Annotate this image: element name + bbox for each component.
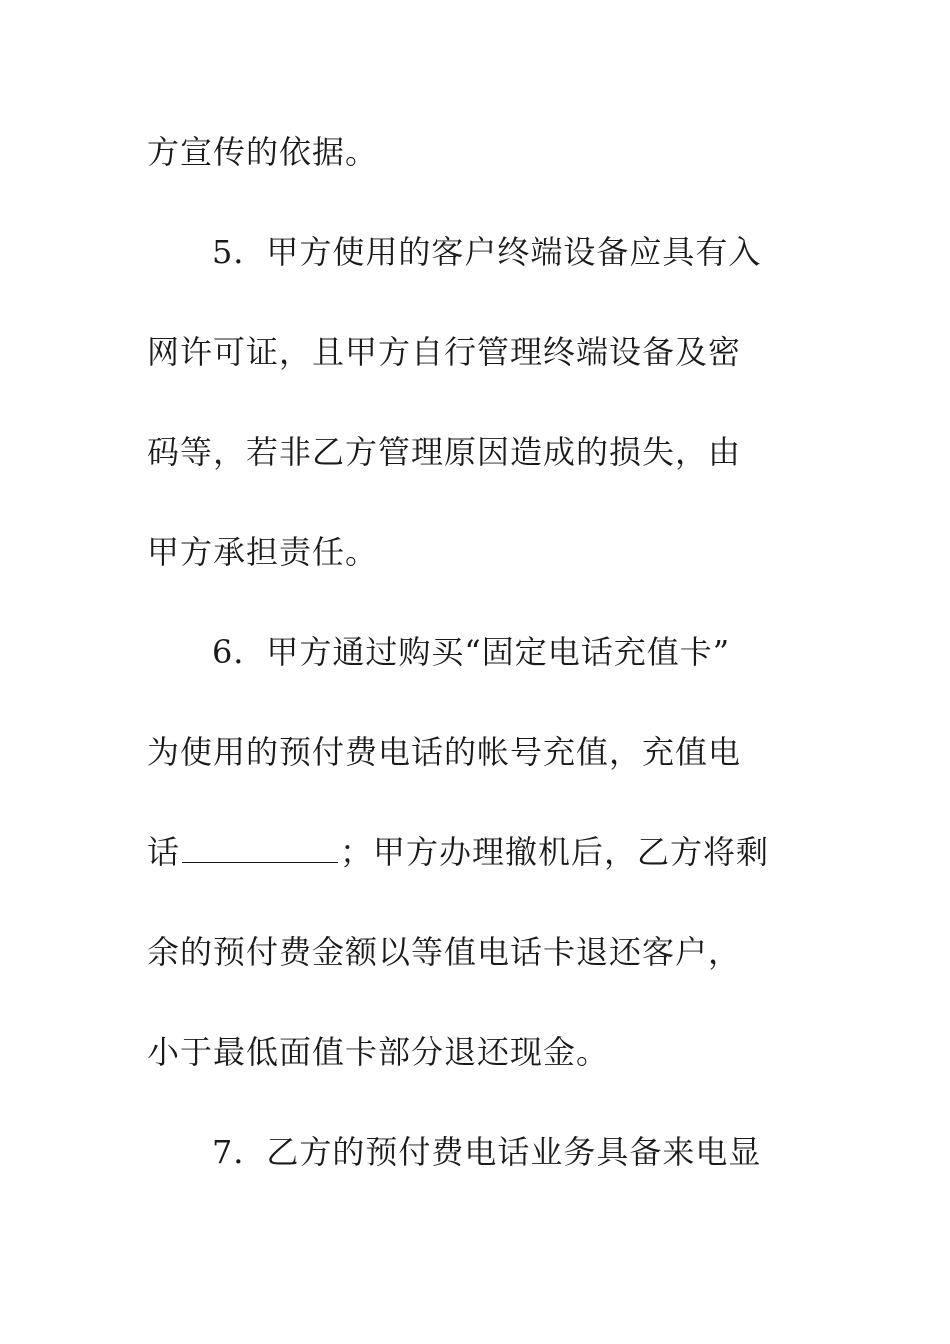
- paragraph-line: 小于最低面值卡部分退还现金。: [147, 1033, 610, 1071]
- paragraph-line-with-blank: [147, 828, 807, 876]
- paragraph-line: 7．乙方的预付费电话业务具备来电显: [212, 1133, 762, 1171]
- blank-suffix: ；甲方办理撤机后，乙方将剩: [340, 833, 770, 871]
- paragraph-line: 网许可证，且甲方自行管理终端设备及密: [147, 333, 742, 371]
- fill-in-blank: [182, 832, 338, 863]
- blank-prefix: 话: [147, 833, 181, 871]
- paragraph-line: 为使用的预付费电话的帐号充值，充值电: [147, 733, 742, 771]
- paragraph-line: 余的预付费金额以等值电话卡退还客户，: [147, 933, 742, 971]
- paragraph-line: 方宣传的依据。: [147, 133, 379, 171]
- paragraph-line: 6．甲方通过购买“固定电话充值卡”: [212, 633, 731, 671]
- paragraph-line: 甲方承担责任。: [147, 533, 379, 571]
- paragraph-line: 5．甲方使用的客户终端设备应具有入: [212, 233, 762, 271]
- paragraph-line: 码等，若非乙方管理原因造成的损失，由: [147, 433, 742, 471]
